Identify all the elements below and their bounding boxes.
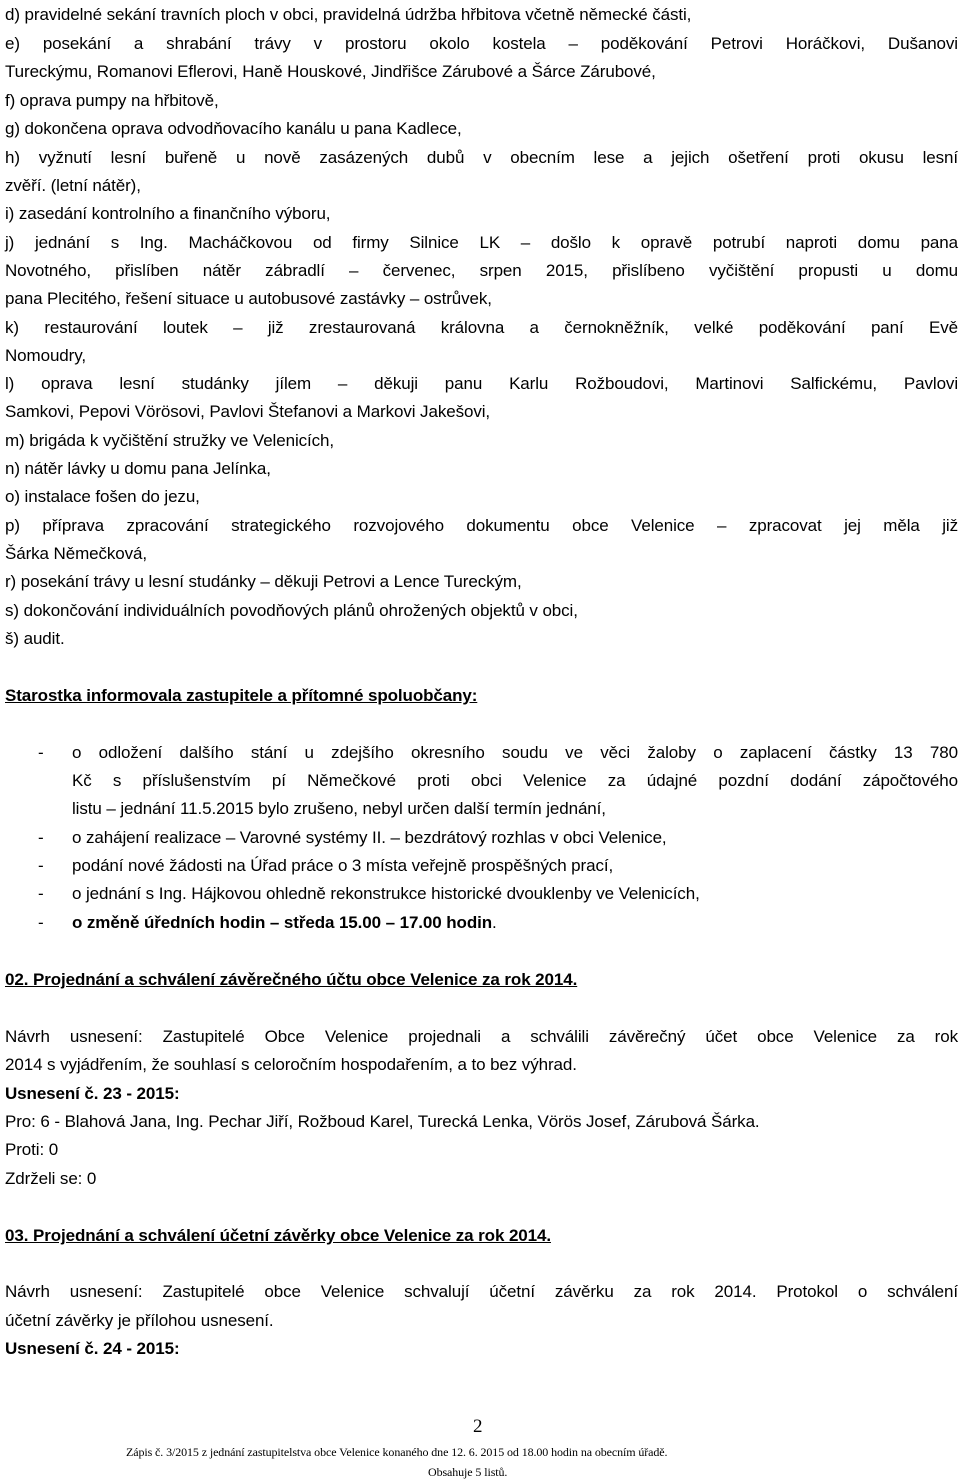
bullet-5-bold-text: o změně úředních hodin – středa 15.00 – 17.00 hodin <box>72 913 493 932</box>
bullet-dash: - <box>38 884 44 903</box>
item-j-line2: Novotného, přislíben nátěr zábradlí – červenec, srpen 2015, přislíbeno vyčištění propusti u domu <box>5 261 958 280</box>
item-j-line3: pana Plecitého, řešení situace u autobusové zastávky – ostrůvek, <box>5 289 492 308</box>
item-r: r) posekání trávy u lesní studánky – děkuji Petrovi a Lence Tureckým, <box>5 572 522 591</box>
item-h-line2: zvěří. (letní nátěr), <box>5 176 141 195</box>
section-03-resolution: Usnesení č. 24 - 2015: <box>5 1339 180 1358</box>
item-j-line1: j) jednání s Ing. Macháčkovou od firmy Silnice LK – došlo k opravě potrubí naproti domu pana <box>5 233 958 252</box>
bullet-dash: - <box>38 913 44 932</box>
section-02-resolution: Usnesení č. 23 - 2015: <box>5 1084 180 1103</box>
item-n: n) nátěr lávky u domu pana Jelínka, <box>5 459 271 478</box>
bullet-dash: - <box>38 856 44 875</box>
section-02-proposal-line1: Návrh usnesení: Zastupitelé Obce Velenice projednali a schválili závěrečný účet obce Velenice za rok <box>5 1027 958 1046</box>
item-i: i) zasedání kontrolního a finančního výboru, <box>5 204 331 223</box>
section-02-proposal-line2: 2014 s vyjádřením, že souhlasí s celoročním hospodařením, a to bez výhrad. <box>5 1055 577 1074</box>
item-k-line1: k) restaurování loutek – již zrestaurovaná královna a černokněžník, velké poděkování paní Evě <box>5 318 958 337</box>
page-number: 2 <box>473 1416 483 1437</box>
section-02-vote-zdrzeli: Zdrželi se: 0 <box>5 1169 97 1188</box>
item-l-line1: l) oprava lesní studánky jílem – děkuji panu Karlu Rožboudovi, Martinovi Salfickému, Pavlovi <box>5 374 958 393</box>
bullet-2: o zahájení realizace – Varovné systémy II. – bezdrátový rozhlas v obci Velenice, <box>72 828 667 847</box>
item-h-line1: h) vyžnutí lesní buřeně u nově zasázených dubů v obecním lese a jejich ošetření proti okusu lesní <box>5 148 958 167</box>
item-f: f) oprava pumpy na hřbitově, <box>5 91 219 110</box>
section-03-proposal-line2: účetní závěrky je přílohou usnesení. <box>5 1311 274 1330</box>
footer-meeting-info: Zápis č. 3/2015 z jednání zastupitelstva obce Velenice konaného dne 12. 6. 2015 od 18.00 hodin na obecním úřadě. <box>126 1445 668 1459</box>
item-p-line2: Šárka Němečková, <box>5 544 148 563</box>
item-l-line2: Samkovi, Pepovi Vörösovi, Pavlovi Štefanovi a Markovi Jakešovi, <box>5 402 491 421</box>
section-02-vote-pro: Pro: 6 - Blahová Jana, Ing. Pechar Jiří, Rožboud Karel, Turecká Lenka, Vörös Josef, Zárubová Šárka. <box>5 1112 760 1131</box>
bullet-1-line1: o odložení dalšího stání u zdejšího okresního soudu ve věci žaloby o zaplacení částky 13 780 <box>72 743 958 762</box>
section-02-heading: 02. Projednání a schválení závěrečného účtu obce Velenice za rok 2014. <box>5 970 578 989</box>
bullet-1-line2: Kč s příslušenstvím pí Němečkové proti obci Velenice za údajné pozdní dodání zápočtového <box>72 771 958 790</box>
section-03-heading: 03. Projednání a schválení účetní závěrky obce Velenice za rok 2014. <box>5 1226 551 1245</box>
bullet-dash: - <box>38 743 44 762</box>
item-o: o) instalace fošen do jezu, <box>5 487 200 506</box>
item-sh: š) audit. <box>5 629 65 648</box>
footer-sheet-count: Obsahuje 5 listů. <box>428 1465 508 1479</box>
item-k-line2: Nomoudry, <box>5 346 86 365</box>
section-02-vote-proti: Proti: 0 <box>5 1140 59 1159</box>
starostka-heading: Starostka informovala zastupitele a přítomné spoluobčany: <box>5 686 478 705</box>
item-s: s) dokončování individuálních povodňových plánů ohrožených objektů v obci, <box>5 601 578 620</box>
bullet-5-period: . <box>492 913 497 932</box>
item-m: m) brigáda k vyčištění stružky ve Velenicích, <box>5 431 335 450</box>
item-p-line1: p) příprava zpracování strategického rozvojového dokumentu obce Velenice – zpracovat jej měla již <box>5 516 958 535</box>
bullet-4: o jednání s Ing. Hájkovou ohledně rekonstrukce historické dvouklenby ve Velenicích, <box>72 884 700 903</box>
item-e-line2: Tureckýmu, Romanovi Eflerovi, Haně Houskové, Jindřišce Zárubové a Šárce Zárubové, <box>5 62 656 81</box>
item-d: d) pravidelné sekání travních ploch v obci, pravidelná údržba hřbitova včetně německé části, <box>5 5 692 24</box>
section-03-proposal-line1: Návrh usnesení: Zastupitelé obce Velenice schvalují účetní závěrku za rok 2014. Protokol o schválení <box>5 1282 958 1301</box>
item-e-line1: e) posekání a shrabání trávy v prostoru okolo kostela – poděkování Petrovi Horáčkovi, Dušanovi <box>5 34 958 53</box>
bullet-5 <box>72 912 497 934</box>
bullet-1-line3: listu – jednání 11.5.2015 bylo zrušeno, nebyl určen další termín jednání, <box>72 799 606 818</box>
bullet-3: podání nové žádosti na Úřad práce o 3 místa veřejně prospěšných prací, <box>72 856 614 875</box>
item-g: g) dokončena oprava odvodňovacího kanálu u pana Kadlece, <box>5 119 462 138</box>
bullet-dash: - <box>38 828 44 847</box>
